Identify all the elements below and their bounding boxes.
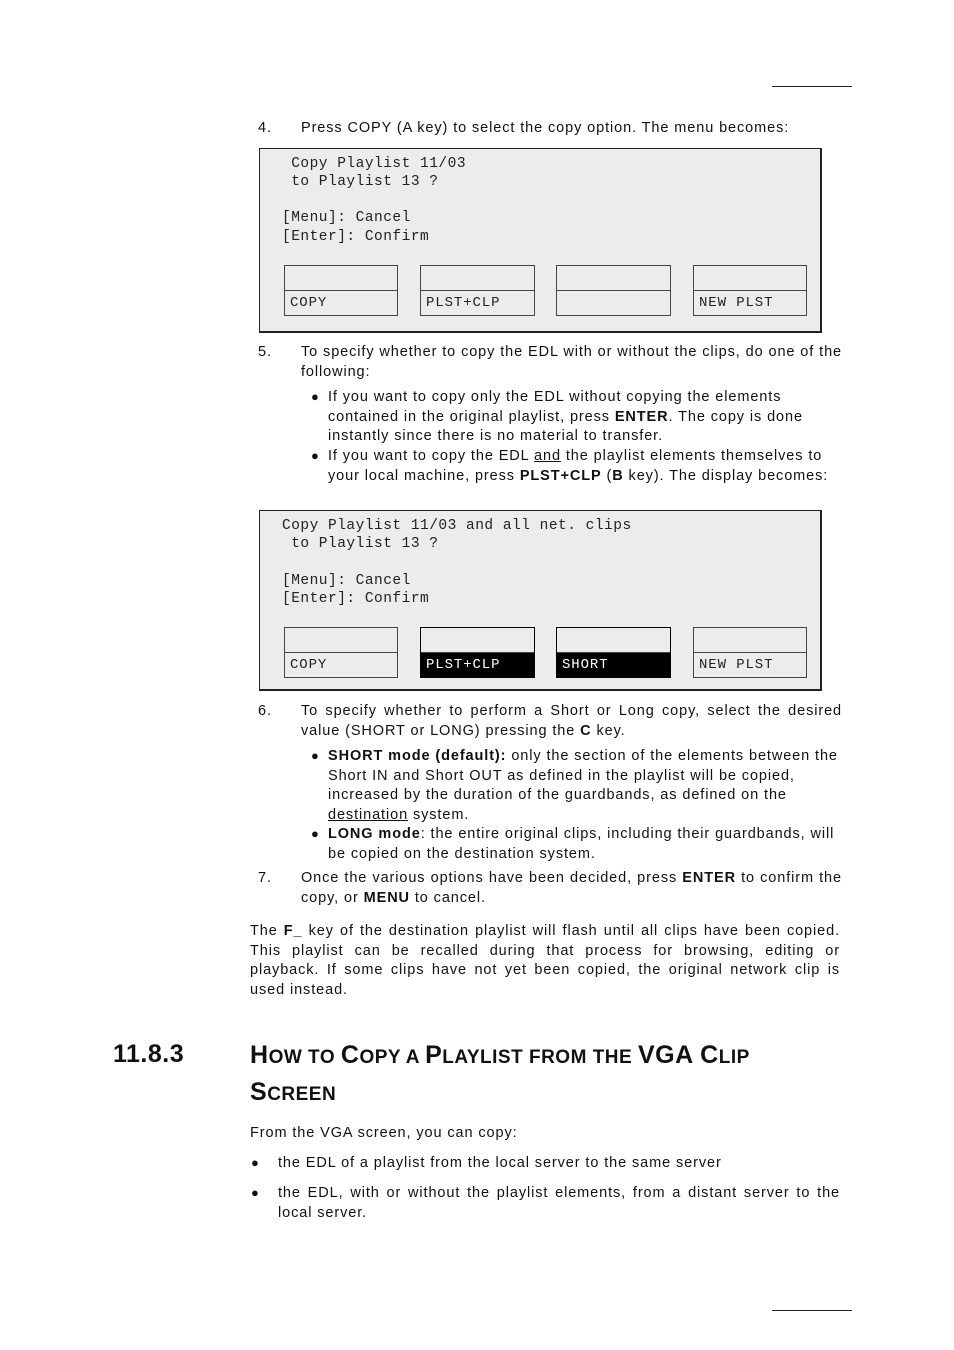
text: system.: [408, 806, 470, 823]
text: key.: [591, 722, 626, 739]
section-intro: From the VGA screen, you can copy:: [250, 1125, 518, 1141]
softkey-label: COPY: [290, 657, 328, 673]
step-5-bullet-2: [328, 447, 840, 486]
softkey-plst-clp[interactable]: [420, 265, 535, 316]
text: (: [601, 467, 613, 484]
underlined-text: destination: [328, 806, 409, 823]
title-smallcaps: LAYLIST FROM THE: [442, 1047, 638, 1068]
softkey-label: NEW PLST: [699, 657, 774, 673]
text: to cancel.: [409, 889, 486, 906]
section-title-line-1: [250, 1038, 850, 1075]
text: the playlist elements themselves to your local machine, press: [328, 448, 823, 484]
footer-rule: [772, 1310, 852, 1311]
text: If you want to copy the EDL: [328, 448, 535, 464]
title-cap: S: [250, 1078, 268, 1106]
softkey-label: COPY: [290, 295, 328, 311]
bullet-icon: ●: [311, 826, 320, 841]
softkey-new-plst[interactable]: [693, 265, 807, 316]
key-name: C: [580, 722, 592, 739]
softkey-new-plst[interactable]: [693, 627, 807, 678]
section-number: 11.8.3: [113, 1040, 185, 1068]
text: to confirm the copy, or: [301, 870, 842, 906]
section-item-1: the EDL of a playlist from the local server to the same server: [278, 1155, 722, 1171]
screen-line-2: to Playlist 13 ?: [282, 174, 439, 190]
screen-line-3: [Menu]: Cancel: [282, 210, 411, 226]
screen-line-1: Copy Playlist 11/03: [282, 156, 467, 172]
softkey-plst-clp[interactable]: [420, 627, 535, 678]
header-rule: [772, 86, 852, 87]
key-name: MENU: [363, 889, 410, 906]
softkey-label: SHORT: [557, 653, 670, 677]
step-4-number: 4.: [258, 120, 272, 136]
text: key of the destination playlist will flash until all clips have been copied. This playlist can be recalled during that process for browsing, editing or playback. If some clips have not yet been copied, the original network clip is used instead.: [250, 923, 840, 998]
title-smallcaps: CREEN: [267, 1084, 337, 1105]
title-smallcaps: LIP: [718, 1047, 750, 1068]
screen-line-1: Copy Playlist 11/03 and all net. clips: [282, 518, 632, 534]
bullet-icon: ●: [311, 748, 320, 763]
text: . The copy is done instantly since there is no material to transfer.: [328, 408, 803, 444]
softkey-copy[interactable]: [284, 265, 398, 316]
text: key). The display becomes:: [623, 467, 829, 484]
softkey-label: PLST+CLP: [426, 295, 501, 311]
step-6-text: [301, 702, 842, 741]
section-title: [250, 1038, 850, 1112]
softkey-short[interactable]: [556, 627, 671, 678]
step-6-bullet-1: [328, 747, 840, 825]
step-6-number: 6.: [258, 703, 272, 719]
key-name: ENTER: [614, 408, 669, 425]
step-4-text: Press COPY (A key) to select the copy option. The menu becomes:: [301, 120, 790, 136]
step-5-bullet-1: [328, 388, 840, 447]
softkey-copy[interactable]: [284, 627, 398, 678]
bullet-icon: ●: [311, 448, 320, 463]
lsm-screen-copy-with-clips: [259, 510, 822, 691]
text: The: [250, 923, 284, 939]
text: : the entire original clips, including their guardbands, will be copied on the destination system.: [328, 826, 835, 862]
title-cap: H: [250, 1041, 269, 1069]
bullet-icon: ●: [251, 1155, 260, 1170]
key-name: PLST+CLP: [519, 467, 602, 484]
step-5-text: To specify whether to copy the EDL with or without the clips, do one of the following:: [301, 344, 842, 380]
title-smallcaps: OW TO: [268, 1047, 341, 1068]
screen-line-4: [Enter]: Confirm: [282, 229, 430, 245]
text: If you want to copy only the EDL without copying the elements contained in the original playlist, press: [328, 389, 782, 425]
softkey-empty[interactable]: [556, 265, 671, 316]
text: To specify whether to perform a Short or Long copy, select the desired value (SHORT or LONG) pressing the: [301, 703, 842, 739]
screen-line-2: to Playlist 13 ?: [282, 536, 439, 552]
softkey-label: NEW PLST: [699, 295, 774, 311]
section-title-line-2: [250, 1075, 850, 1112]
section-item-2: the EDL, with or without the playlist elements, from a distant server to the local server.: [278, 1185, 840, 1221]
mode-name: LONG mode: [328, 826, 421, 842]
note-paragraph: [250, 922, 840, 1000]
bullet-icon: ●: [251, 1185, 260, 1200]
screen-line-4: [Enter]: Confirm: [282, 591, 430, 607]
step-6-bullet-2: [328, 825, 840, 864]
lsm-screen-copy: [259, 148, 822, 333]
mode-name: SHORT mode (default):: [328, 748, 507, 764]
step-7-number: 7.: [258, 870, 272, 886]
bullet-icon: ●: [311, 389, 320, 404]
softkey-label: PLST+CLP: [421, 653, 534, 677]
underlined-text: and: [534, 448, 561, 464]
title-cap: VGA C: [637, 1041, 719, 1069]
title-smallcaps: OPY A: [359, 1047, 426, 1068]
title-cap: C: [340, 1041, 360, 1069]
screen-line-3: [Menu]: Cancel: [282, 573, 411, 589]
key-name: ENTER: [682, 870, 736, 886]
text: Once the various options have been decided, press: [301, 870, 683, 886]
key-name: B: [612, 467, 624, 484]
title-cap: P: [425, 1041, 443, 1069]
step-5-number: 5.: [258, 344, 272, 360]
key-name: F_: [283, 923, 303, 939]
text: only the section of the elements between the Short IN and Short OUT as defined in the playlist will be copied, increased by the duration of the guardbands, as defined on the: [328, 748, 838, 803]
step-7-text: [301, 869, 842, 908]
